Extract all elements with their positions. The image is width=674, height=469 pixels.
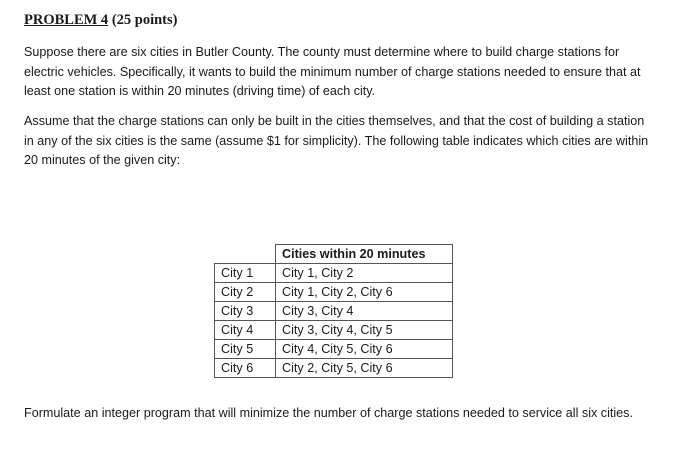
table-row bbox=[215, 283, 453, 302]
table-cell-within: City 2, City 5, City 6 bbox=[276, 359, 453, 378]
table-corner-blank bbox=[215, 245, 276, 264]
table-cell-within: City 4, City 5, City 6 bbox=[276, 340, 453, 359]
problem-heading bbox=[24, 12, 177, 29]
paragraph-intro: Suppose there are six cities in Butler County. The county must determine where to build charge stations for electric vehicles. Specifically, it wants to build the minimum number of charge stations needed to ensure that at least one station is within 20 minutes (driving time) of each city. bbox=[24, 45, 641, 98]
problem-points: (25 points) bbox=[108, 12, 178, 28]
table-header-row bbox=[215, 245, 453, 264]
table-cell-within: City 3, City 4 bbox=[276, 302, 453, 321]
table-row bbox=[215, 264, 453, 283]
table-row bbox=[215, 302, 453, 321]
table-cell-city: City 1 bbox=[215, 264, 276, 283]
table-cell-city: City 5 bbox=[215, 340, 276, 359]
table-header: Cities within 20 minutes bbox=[276, 245, 453, 264]
table-row bbox=[215, 359, 453, 378]
table-cell-city: City 4 bbox=[215, 321, 276, 340]
table-cell-within: City 1, City 2 bbox=[276, 264, 453, 283]
table-row bbox=[215, 321, 453, 340]
table-cell-city: City 6 bbox=[215, 359, 276, 378]
table-cell-city: City 3 bbox=[215, 302, 276, 321]
table-cell-within: City 1, City 2, City 6 bbox=[276, 283, 453, 302]
paragraph-assumption: Assume that the charge stations can only be built in the cities themselves, and that the cost of building a station in any of the six cities is the same (assume $1 for simplicity). The following table indicates which cities are within 20 minutes of the given city: bbox=[24, 114, 649, 167]
problem-number: PROBLEM 4 bbox=[24, 12, 109, 28]
table-cell-city: City 2 bbox=[215, 283, 276, 302]
table-cell-within: City 3, City 4, City 5 bbox=[276, 321, 453, 340]
paragraph-task: Formulate an integer program that will minimize the number of charge stations needed to service all six cities. bbox=[24, 406, 633, 420]
cities-table bbox=[214, 244, 453, 378]
table-row bbox=[215, 340, 453, 359]
